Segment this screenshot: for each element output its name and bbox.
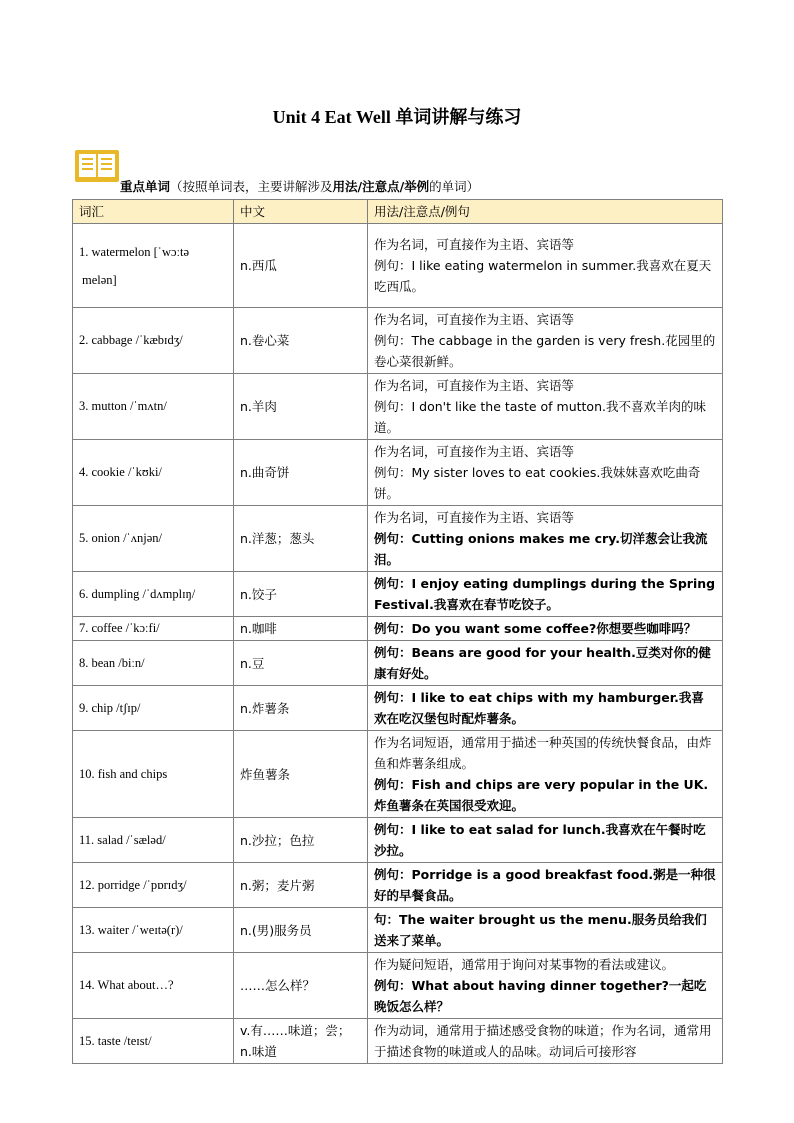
usage-line: 例句：I don't like the taste of mutton.我不喜欢羊肉的味道。 <box>374 399 706 435</box>
chinese-cell: n.西瓜 <box>234 224 368 308</box>
usage-cell: 作为动词，通常用于描述感受食物的味道；作为名词，通常用于描述食物的味道或人的品味。动词后可接形容 <box>368 1019 723 1064</box>
word-cell: 4. cookie /ˈkʊki/ <box>73 440 234 506</box>
word-text-cont: melən] <box>82 272 117 287</box>
chinese-cell: n.(男)服务员 <box>234 908 368 953</box>
section-label <box>120 177 479 195</box>
chinese-cell: n.炸薯条 <box>234 686 368 731</box>
word-cell: 10. fish and chips <box>73 731 234 818</box>
chinese-cell: n.咖啡 <box>234 617 368 641</box>
chinese-cell: v.有……味道；尝；n.味道 <box>234 1019 368 1064</box>
chinese-cell: n.饺子 <box>234 572 368 617</box>
usage-cell: 句：The waiter brought us the menu.服务员给我们送来了菜单。 <box>368 908 723 953</box>
table-row <box>73 953 723 1019</box>
table-row <box>73 908 723 953</box>
usage-cell: 例句：I like to eat salad for lunch.我喜欢在午餐时吃沙拉。 <box>368 818 723 863</box>
usage-cell: 例句：Beans are good for your health.豆类对你的健康有好处。 <box>368 641 723 686</box>
usage-cell <box>368 440 723 506</box>
usage-cell <box>368 731 723 818</box>
usage-cell: 例句：Porridge is a good breakfast food.粥是一种很好的早餐食品。 <box>368 863 723 908</box>
usage-line: 作为名词，可直接作为主语、宾语等 <box>374 312 575 327</box>
table-header-row <box>73 200 723 224</box>
table-row <box>73 506 723 572</box>
chinese-cell: n.洋葱；葱头 <box>234 506 368 572</box>
table-row <box>73 308 723 374</box>
usage-line: 作为名词，可直接作为主语、宾语等 <box>374 237 575 252</box>
chinese-cell: 炸鱼薯条 <box>234 731 368 818</box>
table-row <box>73 374 723 440</box>
book-icon <box>74 149 120 183</box>
header-usage: 用法/注意点/例句 <box>368 200 723 224</box>
table-row <box>73 863 723 908</box>
usage-line: 作为名词短语，通常用于描述一种英国的传统快餐食品，由炸鱼和炸薯条组成。 <box>374 735 712 771</box>
table-row <box>73 686 723 731</box>
table-row <box>73 617 723 641</box>
word-cell: 5. onion /ˈʌnjən/ <box>73 506 234 572</box>
vocabulary-table <box>72 199 723 1064</box>
usage-line: 例句：I like eating watermelon in summer.我喜欢在夏天吃西瓜。 <box>374 258 712 294</box>
table-row <box>73 1019 723 1064</box>
page-title: Unit 4 Eat Well 单词讲解与练习 <box>272 107 522 127</box>
usage-cell <box>368 953 723 1019</box>
usage-cell <box>368 308 723 374</box>
chinese-cell: n.羊肉 <box>234 374 368 440</box>
usage-line: 作为名词，可直接作为主语、宾语等 <box>374 510 575 525</box>
table-row <box>73 440 723 506</box>
word-cell: 13. waiter /ˈweɪtə(r)/ <box>73 908 234 953</box>
word-cell: 15. taste /teɪst/ <box>73 1019 234 1064</box>
usage-line: 作为名词，可直接作为主语、宾语等 <box>374 378 575 393</box>
chinese-cell: n.粥；麦片粥 <box>234 863 368 908</box>
section-label-end: 的单词） <box>429 179 480 194</box>
word-cell: 7. coffee /ˈkɔːfi/ <box>73 617 234 641</box>
chinese-cell: n.豆 <box>234 641 368 686</box>
chinese-cell: n.沙拉；色拉 <box>234 818 368 863</box>
chinese-cell: n.曲奇饼 <box>234 440 368 506</box>
usage-cell: 例句：I enjoy eating dumplings during the Spring Festival.我喜欢在春节吃饺子。 <box>368 572 723 617</box>
word-cell: 9. chip /tʃɪp/ <box>73 686 234 731</box>
table-row <box>73 224 723 308</box>
word-cell: 12. porridge /ˈpɒrɪdʒ/ <box>73 863 234 908</box>
usage-cell: 例句：I like to eat chips with my hamburger.我喜欢在吃汉堡包时配炸薯条。 <box>368 686 723 731</box>
usage-line: 作为名词，可直接作为主语、宾语等 <box>374 444 575 459</box>
usage-line: 例句：The cabbage in the garden is very fresh.花园里的卷心菜很新鲜。 <box>374 333 716 369</box>
word-cell: 2. cabbage /ˈkæbɪdʒ/ <box>73 308 234 374</box>
word-cell: 8. bean /biːn/ <box>73 641 234 686</box>
chinese-cell: n.卷心菜 <box>234 308 368 374</box>
usage-line: 例句：Fish and chips are very popular in the UK.炸鱼薯条在英国很受欢迎。 <box>374 777 709 813</box>
table-row <box>73 641 723 686</box>
usage-line: 作为疑问短语，通常用于询问对某事物的看法或建议。 <box>374 957 675 972</box>
word-cell: 3. mutton /ˈmʌtn/ <box>73 374 234 440</box>
header-word: 词汇 <box>73 200 234 224</box>
usage-cell: 例句：Do you want some coffee?你想要些咖啡吗？ <box>368 617 723 641</box>
table-row <box>73 572 723 617</box>
word-cell <box>73 224 234 308</box>
usage-line: 例句：What about having dinner together?一起吃晚饭怎么样？ <box>374 978 707 1014</box>
word-cell: 14. What about…? <box>73 953 234 1019</box>
word-text: 1. watermelon [ˈwɔːtə <box>79 244 190 259</box>
header-chinese: 中文 <box>234 200 368 224</box>
chinese-cell: ……怎么样？ <box>234 953 368 1019</box>
usage-cell <box>368 374 723 440</box>
section-label-bold: 重点单词 <box>120 179 171 194</box>
table-row <box>73 731 723 818</box>
section-label-rest: （按照单词表，主要讲解涉及 <box>170 179 333 194</box>
section-label-bold2: 用法/注意点/举例 <box>332 179 430 194</box>
word-cell: 11. salad /ˈsæləd/ <box>73 818 234 863</box>
word-cell: 6. dumpling /ˈdʌmplɪŋ/ <box>73 572 234 617</box>
table-row <box>73 818 723 863</box>
usage-cell <box>368 224 723 308</box>
usage-line: 例句：My sister loves to eat cookies.我妹妹喜欢吃曲奇饼。 <box>374 465 701 501</box>
usage-cell <box>368 506 723 572</box>
usage-line: 例句：Cutting onions makes me cry.切洋葱会让我流泪。 <box>374 531 708 567</box>
